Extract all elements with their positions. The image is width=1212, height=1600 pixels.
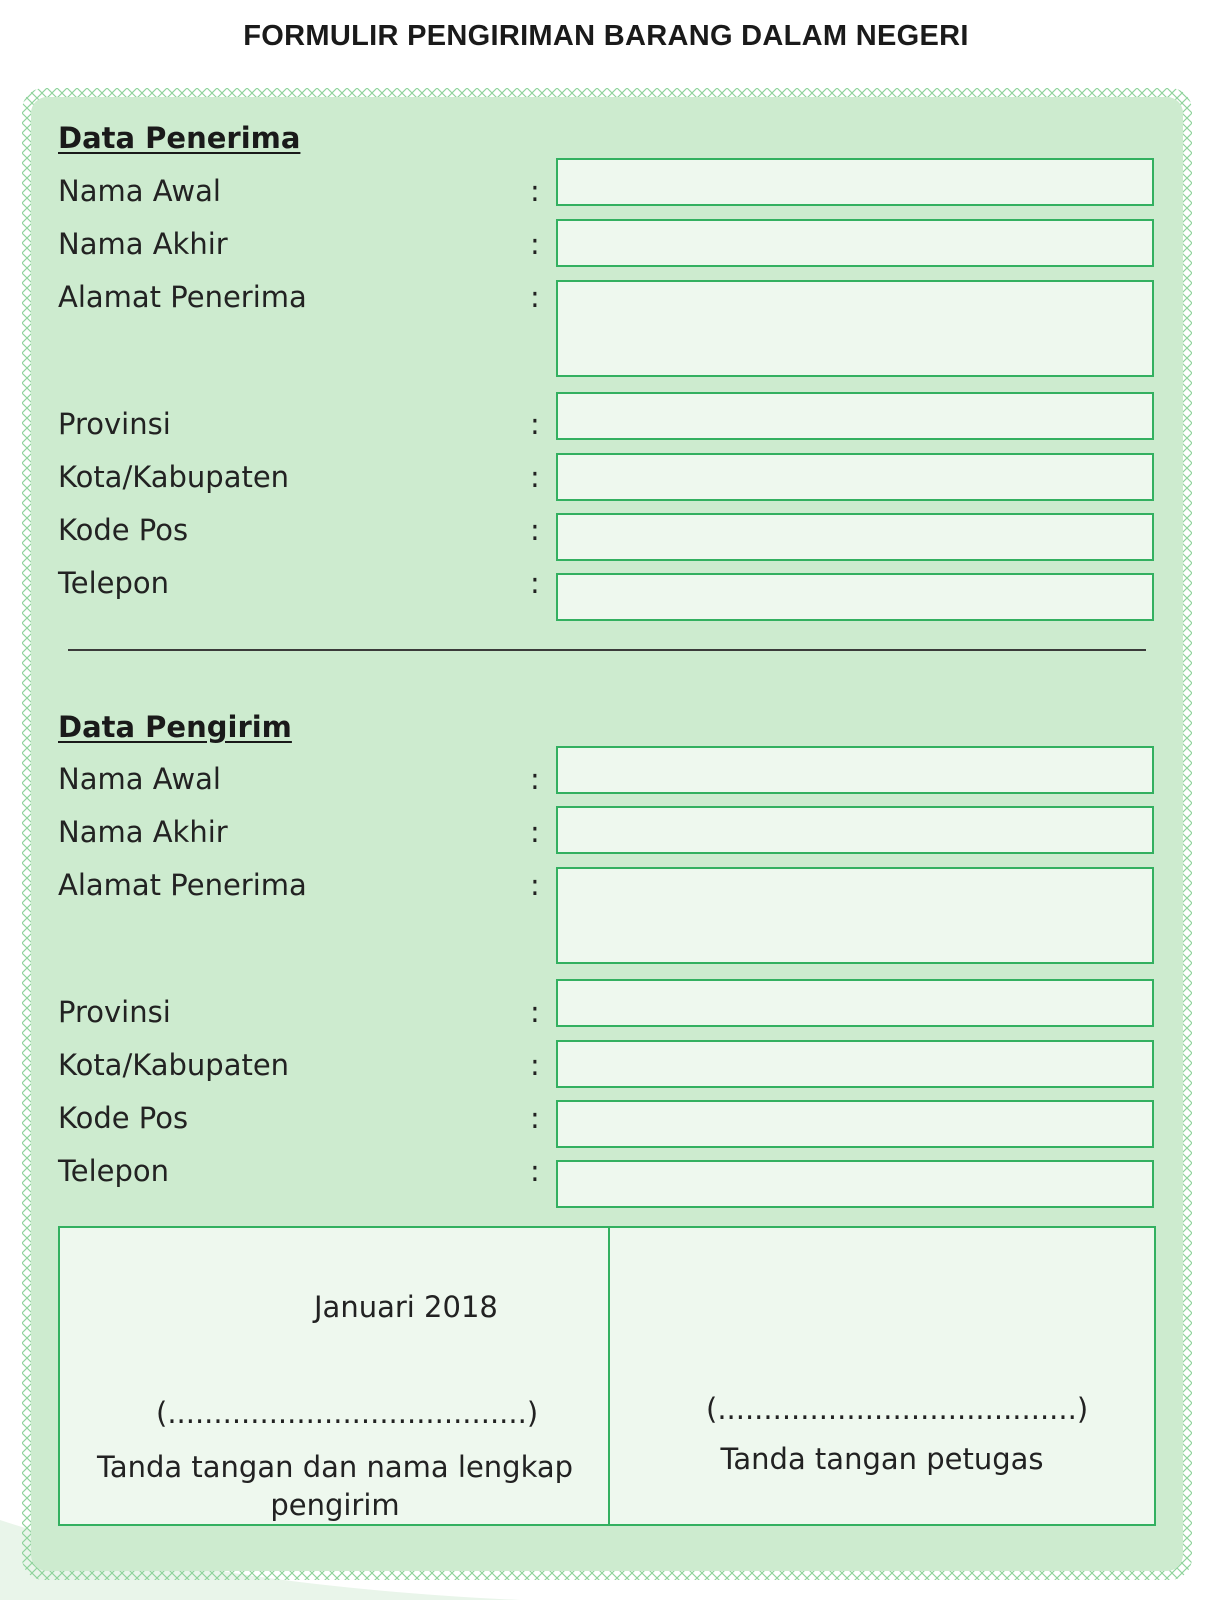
recipient-address-colon: : [530, 280, 540, 314]
signature-box [58, 1226, 1156, 1526]
sender-last-name-label: Nama Akhir [58, 815, 228, 849]
sender-address-input[interactable] [556, 867, 1154, 964]
recipient-phone-colon: : [530, 566, 540, 600]
sender-address-label: Alamat Penerima [58, 868, 307, 902]
recipient-first-name-colon: : [530, 174, 540, 208]
sender-phone-colon: : [530, 1154, 540, 1188]
officer-signature-line: (.......................................) [706, 1392, 1089, 1426]
recipient-postal-code-label: Kode Pos [58, 513, 189, 547]
sender-last-name-input[interactable] [556, 806, 1154, 854]
recipient-address-label: Alamat Penerima [58, 280, 307, 314]
sender-signature-line: (.......................................) [156, 1396, 539, 1430]
officer-signature-caption: Tanda tangan petugas [720, 1442, 1044, 1476]
sender-postal-code-input[interactable] [556, 1100, 1154, 1148]
section-divider [68, 649, 1146, 651]
recipient-first-name-label: Nama Awal [58, 174, 221, 208]
sender-city-colon: : [530, 1048, 540, 1082]
recipient-last-name-colon: : [530, 227, 540, 261]
recipient-postal-code-input[interactable] [556, 513, 1154, 561]
sender-postal-code-colon: : [530, 1101, 540, 1135]
sender-phone-input[interactable] [556, 1160, 1154, 1208]
recipient-province-input[interactable] [556, 392, 1154, 440]
recipient-last-name-label: Nama Akhir [58, 227, 228, 261]
sender-phone-label: Telepon [58, 1154, 170, 1188]
recipient-address-input[interactable] [556, 280, 1154, 377]
sender-province-label: Provinsi [58, 995, 171, 1029]
sender-signature-area[interactable] [60, 1228, 610, 1524]
sender-first-name-input[interactable] [556, 746, 1154, 794]
recipient-phone-label: Telepon [58, 566, 170, 600]
sender-city-label: Kota/Kabupaten [58, 1048, 290, 1082]
recipient-last-name-input[interactable] [556, 219, 1154, 267]
signature-date: Januari 2018 [314, 1290, 498, 1324]
sender-last-name-colon: : [530, 815, 540, 849]
sender-province-input[interactable] [556, 979, 1154, 1027]
recipient-first-name-input[interactable] [556, 158, 1154, 206]
sender-first-name-colon: : [530, 762, 540, 796]
recipient-city-input[interactable] [556, 453, 1154, 501]
sender-address-colon: : [530, 868, 540, 902]
sender-heading: Data Pengirim [58, 710, 292, 744]
sender-postal-code-label: Kode Pos [58, 1101, 189, 1135]
recipient-city-colon: : [530, 460, 540, 494]
form-title: FORMULIR PENGIRIMAN BARANG DALAM NEGERI [243, 20, 969, 52]
recipient-heading: Data Penerima [58, 121, 301, 155]
sender-first-name-label: Nama Awal [58, 762, 221, 796]
recipient-postal-code-colon: : [530, 513, 540, 547]
officer-signature-area[interactable] [610, 1228, 1154, 1524]
sender-city-input[interactable] [556, 1040, 1154, 1088]
recipient-city-label: Kota/Kabupaten [58, 460, 290, 494]
recipient-phone-input[interactable] [556, 573, 1154, 621]
sender-signature-caption: Tanda tangan dan nama lengkap pengirim [96, 1450, 574, 1522]
recipient-province-label: Provinsi [58, 407, 171, 441]
recipient-province-colon: : [530, 407, 540, 441]
sender-province-colon: : [530, 995, 540, 1029]
